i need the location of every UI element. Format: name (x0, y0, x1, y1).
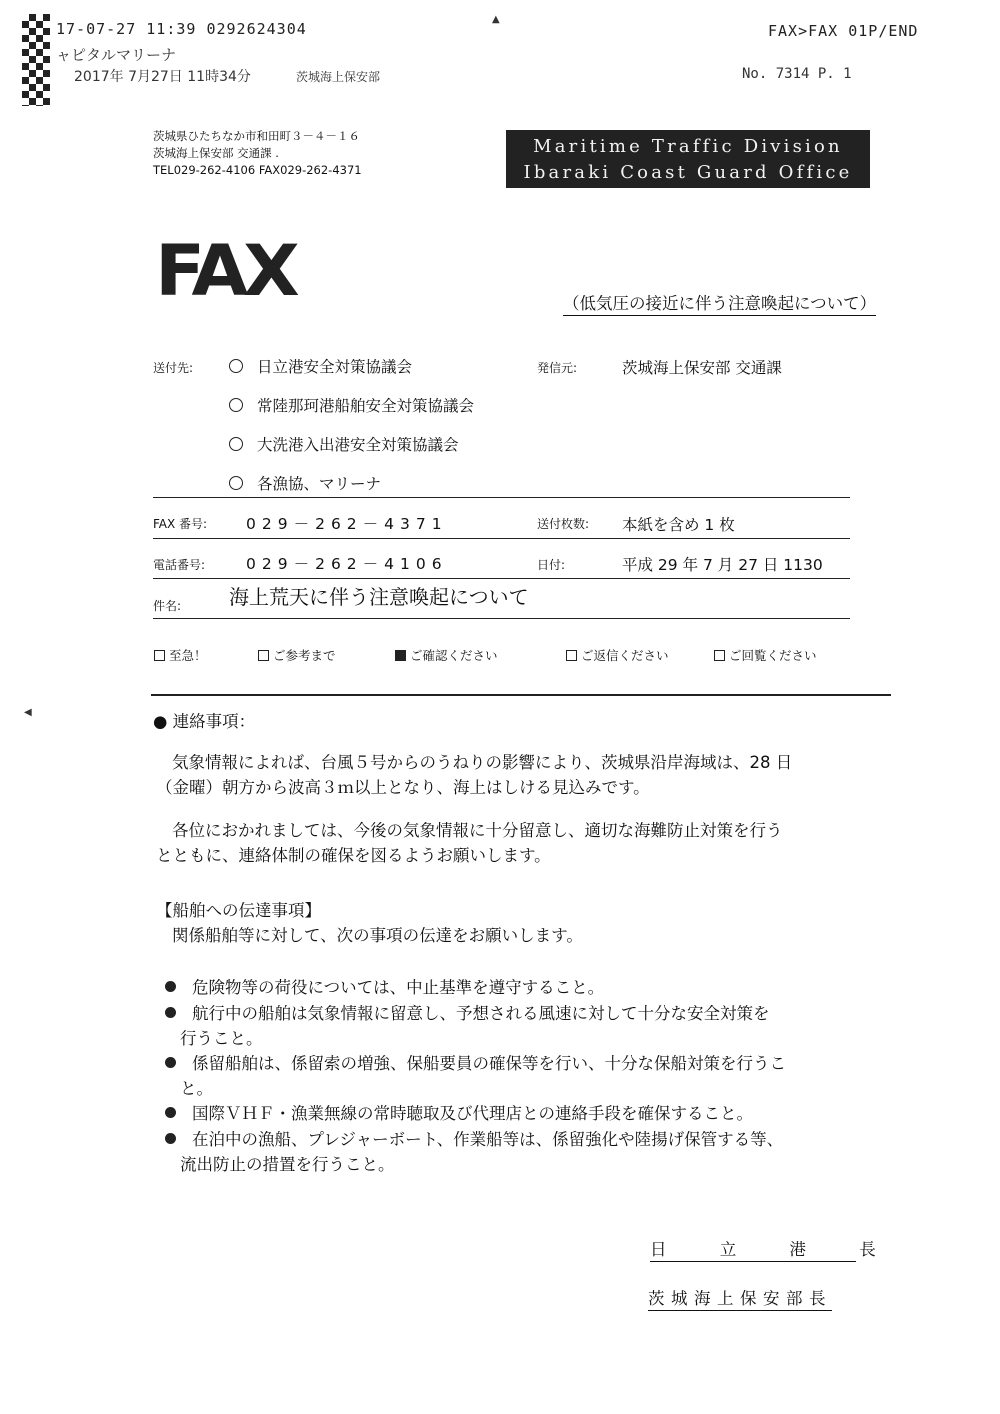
division-line-1: Maritime Traffic Division (533, 136, 843, 157)
contact-line: TEL029-262-4106 FAX029-262-4371 (153, 163, 362, 177)
recipient-item: 日立港安全対策協議会 (229, 355, 412, 377)
bullet-item: 係留船舶は、係留索の増強、保船要員の確保等を行い、十分な保船対策を行うこ と。 (165, 1051, 786, 1101)
paragraph-line: 各位におかれましては、今後の気象情報に十分留意し、適切な海難防止対策を行う (172, 821, 783, 840)
checkbox-reply: ご返信ください (566, 646, 669, 664)
recipient-item: 大洗港入出港安全対策協議会 (229, 433, 459, 455)
recipient-item: 常陸那珂港船舶安全対策協議会 (229, 394, 474, 416)
circle-icon (229, 398, 243, 412)
paragraph-2 (156, 818, 783, 868)
address-line: 茨城県ひたちなか市和田町３－４－１６ (153, 129, 360, 143)
contact-heading: ● 連絡事項： (153, 712, 256, 731)
up-triangle-icon: ▲ (492, 14, 500, 25)
bullet-icon (165, 1007, 176, 1018)
fax-number-label: FAX 番号: (153, 517, 208, 531)
divider (153, 618, 850, 619)
bullet-icon (165, 981, 176, 992)
checkbox-icon (154, 650, 165, 661)
circle-icon (229, 437, 243, 451)
bullet-item: 危険物等の荷役については、中止基準を遵守すること。 (165, 975, 604, 1000)
sender-value: 茨城海上保安部 交通課 (622, 359, 782, 377)
fax-header-checker-pattern (22, 14, 50, 106)
left-triangle-icon: ◀ (24, 707, 32, 718)
fax-header-timestamp: 17-07-27 11:39 0292624304 (56, 20, 307, 38)
paragraph-1 (156, 750, 792, 800)
signature-coast-guard-chief: 茨城海上保安部長 (648, 1285, 832, 1311)
paragraph-line: （金曜）朝方から波高３ｍ以上となり、海上はしける見込みです。 (156, 778, 650, 797)
division-line-2: Ibaraki Coast Guard Office (523, 162, 853, 183)
recipients-label: 送付先: (153, 361, 194, 375)
subject-heading: （低気圧の接近に伴う注意喚起について） (563, 290, 876, 316)
division-banner (506, 130, 870, 188)
checkbox-icon (714, 650, 725, 661)
sender-address (153, 128, 362, 179)
date-label: 日付: (537, 558, 566, 572)
fax-header-sender-name: ャピタルマリーナ (56, 46, 177, 64)
phone-value: 029－262－4106 (246, 555, 448, 573)
divider (153, 578, 850, 579)
circle-icon (229, 476, 243, 490)
recipient-item: 各漁協、マリーナ (229, 472, 381, 494)
divider (153, 497, 850, 498)
fax-header-dept: 茨城海上保安部 (296, 70, 381, 84)
fax-header-received: 2017年 7月27日 11時34分 (74, 69, 251, 85)
checkbox-circulate: ご回覧ください (714, 646, 817, 664)
bullet-item: 国際ＶＨＦ・漁業無線の常時聴取及び代理店との連絡手段を確保すること。 (165, 1101, 753, 1126)
checkbox-icon (566, 650, 577, 661)
pages-value: 本紙を含め 1 枚 (622, 516, 735, 534)
phone-label: 電話番号: (153, 558, 206, 572)
fax-header-number: No. 7314 P. 1 (742, 66, 852, 82)
date-value: 平成 29 年 7 月 27 日 1130 (622, 556, 823, 574)
checkbox-icon (258, 650, 269, 661)
sender-label: 発信元: (537, 361, 578, 375)
fax-header-route: FAX>FAX 01P/END (768, 22, 919, 40)
bullet-icon (165, 1107, 176, 1118)
circle-icon (229, 359, 243, 373)
office-line: 茨城海上保安部 交通課 . (153, 146, 279, 160)
checkbox-confirm: ご確認ください (395, 646, 498, 664)
checkbox-urgent: 至急！ (154, 646, 207, 664)
subject-value: 海上荒天に伴う注意喚起について (229, 585, 529, 609)
subject-label: 件名: (153, 599, 182, 613)
paragraph-line: とともに、連絡体制の確保を図るようお願いします。 (156, 846, 551, 865)
bullet-icon (165, 1133, 176, 1144)
fax-number-value: 029－262－4371 (246, 515, 448, 533)
divider (151, 694, 891, 696)
signature-hitachi-port-chief: 日 立 港 長 (650, 1236, 856, 1262)
checkbox-reference: ご参考まで (258, 646, 336, 664)
paragraph-line: 気象情報によれば、台風５号からのうねりの影響により、茨城県沿岸海域は、28 日 (172, 753, 793, 772)
pages-label: 送付枚数: (537, 517, 590, 531)
divider (153, 538, 850, 539)
checkbox-checked-icon (395, 650, 406, 661)
vessel-intro: 関係船舶等に対して、次の事項の伝達をお願いします。 (172, 926, 583, 945)
vessel-heading: 【船舶への伝達事項】 (156, 901, 321, 920)
bullet-item: 航行中の船舶は気象情報に留意し、予想される風速に対して十分な安全対策を 行うこと。 (165, 1001, 770, 1051)
bullet-icon (165, 1057, 176, 1068)
fax-logo: FAX (155, 230, 295, 312)
bullet-item: 在泊中の漁船、プレジャーボート、作業船等は、係留強化や陸揚げ保管する等、 流出防止の措置を行うこと。 (165, 1127, 783, 1177)
